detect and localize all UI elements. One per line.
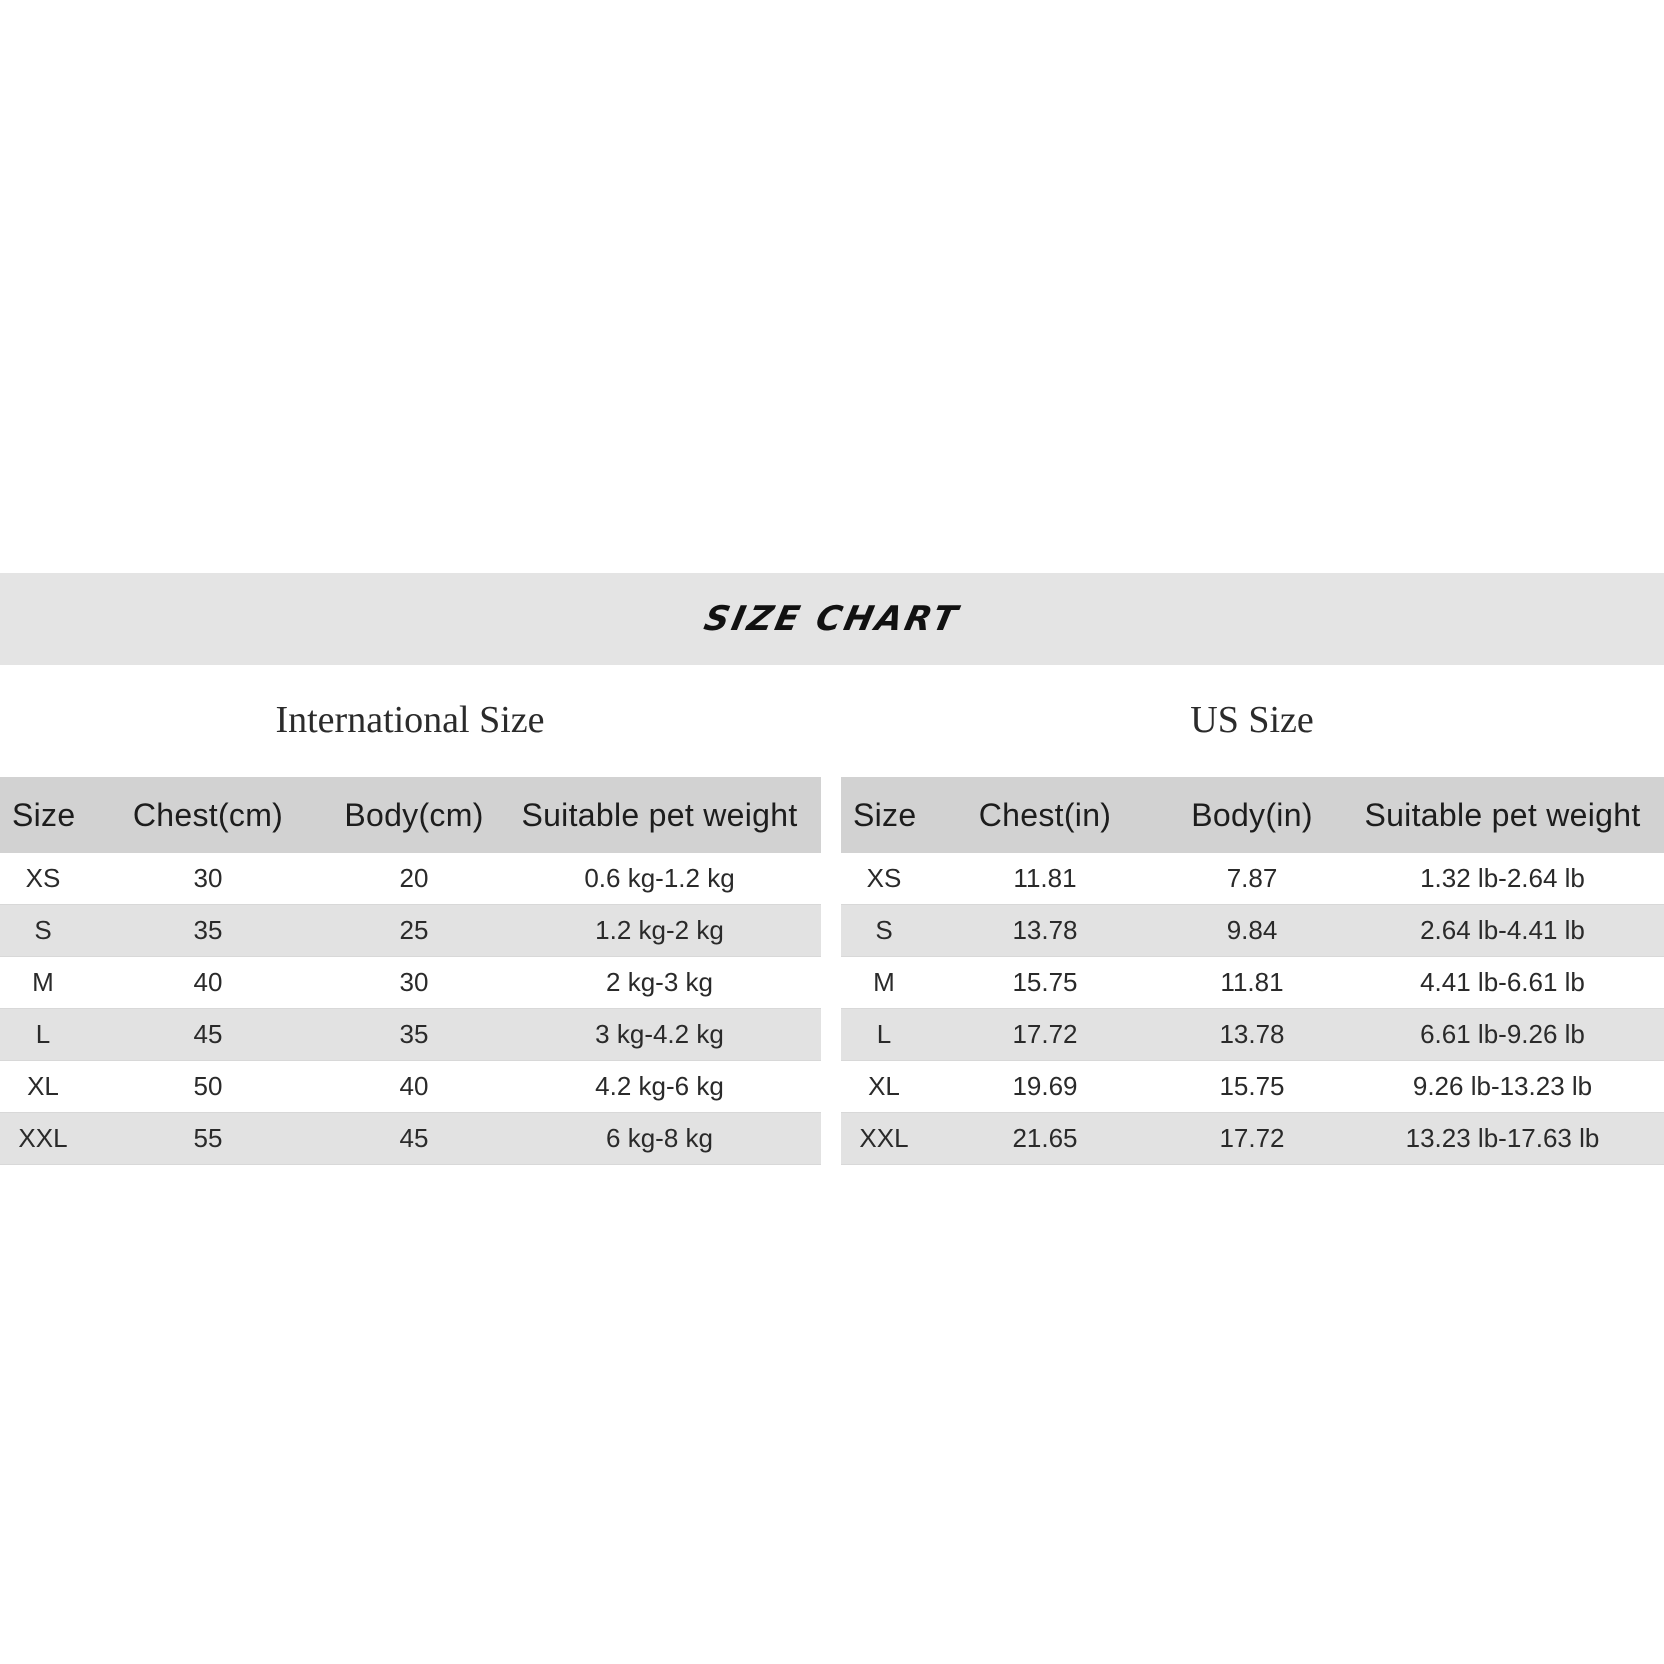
table-row bbox=[841, 853, 1664, 905]
cell-size: M bbox=[873, 967, 895, 997]
cell-size: S bbox=[875, 915, 893, 945]
cell-size: XXL bbox=[18, 1123, 68, 1153]
cell-body: 45 bbox=[399, 1123, 429, 1153]
cell-body: 9.84 bbox=[1226, 915, 1278, 945]
cell-weight: 6 kg-8 kg bbox=[606, 1123, 713, 1153]
cell-size: XL bbox=[868, 1071, 900, 1101]
cell-weight: 1.32 lb-2.64 lb bbox=[1420, 863, 1585, 893]
cell-size: XS bbox=[866, 863, 902, 893]
table-row bbox=[841, 1009, 1664, 1061]
cell-chest: 40 bbox=[193, 967, 223, 997]
size-chart-banner bbox=[0, 573, 1664, 665]
international-size-title: International Size bbox=[275, 699, 545, 741]
cell-weight: 3 kg-4.2 kg bbox=[595, 1019, 724, 1049]
cell-chest: 35 bbox=[193, 915, 223, 945]
cell-body: 35 bbox=[399, 1019, 429, 1049]
cell-size: XXL bbox=[859, 1123, 909, 1153]
table-row bbox=[841, 905, 1664, 957]
cell-body: 40 bbox=[399, 1071, 429, 1101]
table-row bbox=[841, 1061, 1664, 1113]
header-body: Body(cm) bbox=[344, 796, 484, 833]
cell-body: 20 bbox=[399, 863, 429, 893]
header-chest: Chest(in) bbox=[978, 796, 1112, 833]
cell-weight: 9.26 lb-13.23 lb bbox=[1412, 1071, 1593, 1101]
cell-chest: 19.69 bbox=[1012, 1071, 1078, 1101]
header-chest: Chest(cm) bbox=[132, 796, 284, 833]
table-row bbox=[0, 853, 821, 905]
table-row bbox=[0, 1009, 821, 1061]
cell-body: 30 bbox=[399, 967, 429, 997]
cell-size: XS bbox=[25, 863, 61, 893]
us-size-table bbox=[841, 777, 1664, 1165]
cell-size: M bbox=[32, 967, 54, 997]
cell-chest: 13.78 bbox=[1012, 915, 1078, 945]
cell-chest: 45 bbox=[193, 1019, 223, 1049]
header-size: Size bbox=[853, 796, 917, 833]
us-size-title: US Size bbox=[1190, 699, 1314, 741]
cell-body: 7.87 bbox=[1226, 863, 1278, 893]
cell-weight: 0.6 kg-1.2 kg bbox=[584, 863, 735, 893]
cell-chest: 15.75 bbox=[1012, 967, 1078, 997]
cell-size: XL bbox=[27, 1071, 59, 1101]
cell-weight: 6.61 lb-9.26 lb bbox=[1420, 1019, 1585, 1049]
table-header bbox=[841, 777, 1664, 853]
cell-size: L bbox=[876, 1019, 892, 1049]
header-size: Size bbox=[12, 796, 76, 833]
cell-size: L bbox=[35, 1019, 51, 1049]
cell-chest: 30 bbox=[193, 863, 223, 893]
cell-chest: 17.72 bbox=[1012, 1019, 1078, 1049]
table-row bbox=[0, 957, 821, 1009]
cell-body: 11.81 bbox=[1220, 967, 1284, 997]
table-header bbox=[0, 777, 821, 853]
cell-weight: 4.2 kg-6 kg bbox=[595, 1071, 724, 1101]
cell-weight: 2.64 lb-4.41 lb bbox=[1420, 915, 1585, 945]
cell-weight: 4.41 lb-6.61 lb bbox=[1420, 967, 1585, 997]
cell-weight: 2 kg-3 kg bbox=[606, 967, 713, 997]
table-row bbox=[841, 1113, 1664, 1165]
table-row bbox=[0, 1113, 821, 1165]
cell-weight: 1.2 kg-2 kg bbox=[595, 915, 724, 945]
cell-weight: 13.23 lb-17.63 lb bbox=[1405, 1123, 1600, 1153]
cell-body: 13.78 bbox=[1219, 1019, 1285, 1049]
cell-body: 17.72 bbox=[1219, 1123, 1285, 1153]
table-row bbox=[841, 957, 1664, 1009]
header-weight: Suitable pet weight bbox=[521, 796, 798, 833]
banner-title: SIZE CHART bbox=[700, 599, 964, 639]
table-row bbox=[0, 905, 821, 957]
cell-chest: 21.65 bbox=[1012, 1123, 1078, 1153]
table-row bbox=[0, 1061, 821, 1113]
cell-body: 15.75 bbox=[1219, 1071, 1285, 1101]
header-weight: Suitable pet weight bbox=[1364, 796, 1641, 833]
cell-size: S bbox=[34, 915, 52, 945]
cell-chest: 55 bbox=[193, 1123, 223, 1153]
international-size-table bbox=[0, 777, 821, 1165]
cell-body: 25 bbox=[399, 915, 429, 945]
cell-chest: 50 bbox=[193, 1071, 223, 1101]
cell-chest: 11.81 bbox=[1013, 863, 1077, 893]
header-body: Body(in) bbox=[1191, 796, 1313, 833]
